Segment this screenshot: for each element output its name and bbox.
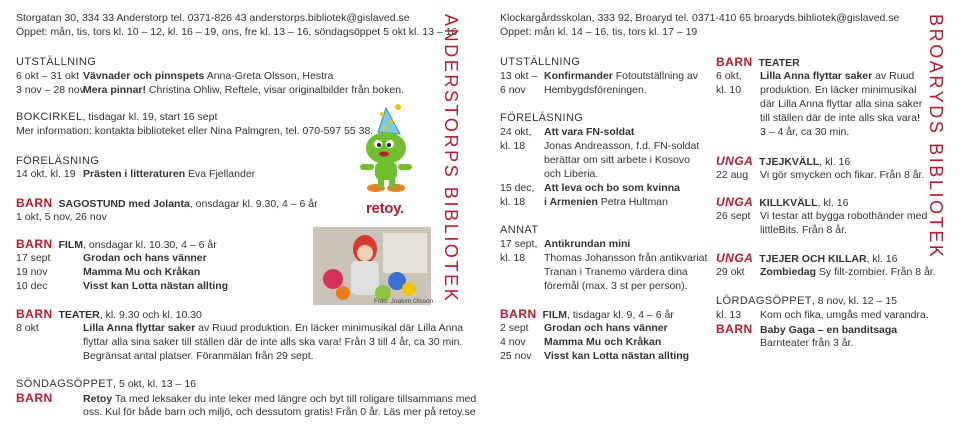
right-film-row: 25 nov Visst kan Lotta nästan allting [500, 350, 690, 362]
left-sagostund-dates: 1 okt, 5 nov, 26 nov [16, 211, 107, 223]
barn-label: BARN [16, 391, 53, 405]
right-utstallning-title: Konfirmander Fotoutställning av [544, 70, 699, 82]
right-forelasning-date: kl. 18 [500, 140, 526, 152]
left-vertical-title: ANDERSTORPS BIBLIOTEK [441, 14, 461, 304]
left-sondagsoppet-line: oss. Kul för både barn och miljö, och dessutom gratis! Från 0 år. Läs mer på retoy.se [83, 406, 476, 418]
left-utstallning-row-1: 6 okt – 31 okt Vävnader och pinnspets Anna-Greta Olsson, Hestra [16, 70, 334, 82]
barn-label: BARN [16, 237, 53, 251]
right-film: BARN FILM, tisdagar kl. 9, 4 – 6 år [500, 307, 674, 321]
right-lordagsoppet-row: kl. 13 Kom och fika, umgås med varandra. [716, 309, 929, 321]
right-teater-line: 3 – 4 år, ca 30 min. [760, 126, 850, 138]
left-film: BARN FILM, onsdagar kl. 10.30, 4 – 6 år [16, 237, 217, 251]
right-teater: BARN TEATER [716, 55, 800, 69]
right-tjejkvall-row: 22 aug Vi gör smycken och fikar. Från 8 år. [716, 169, 925, 181]
right-utstallning-line: Hembygdsföreningen. [544, 84, 647, 96]
right-killkvall: UNGA KILLKVÄLL, kl. 16 [716, 195, 849, 209]
right-forelasning-title: Att vara FN-soldat [544, 126, 635, 138]
right-lordagsoppet: LÖRDAGSÖPPET, 8 nov, kl. 12 – 15 [716, 295, 897, 307]
right-forelasning-line: Jonas Andreasson, f.d. FN-soldat [544, 140, 700, 152]
left-forelasning-row: 14 okt, kl. 19 Prästen i litteraturen Eva Fjellander [16, 168, 256, 180]
left-film-row: 17 sept Grodan och hans vänner [16, 252, 207, 264]
right-teater-title: Lilla Anna flyttar saker av Ruud [760, 70, 915, 82]
right-forelasning-title: i Armenien Petra Hultman [544, 196, 668, 208]
right-annat-line: Tranan i Tranemo värdera dina [544, 266, 688, 278]
left-hours: Öppet: mån, tis, tors kl. 10 – 12, kl. 16 – 19, ons, fre kl. 13 – 16, söndagsöppet 5 okt kl. 13 – 16 [16, 26, 458, 38]
right-forelasning-date: kl. 18 [500, 196, 526, 208]
left-address: Storgatan 30, 334 33 Anderstorp tel. 0371-826 43 anderstorps.bibliotek@gislaved.se [16, 12, 410, 24]
barn-label: BARN [500, 307, 537, 321]
barn-label: BARN [16, 196, 53, 210]
left-sondagsoppet-barn: BARN Retoy Ta med leksaker du inte leker med längre och byt till roligare tillsammans med [16, 391, 477, 405]
left-film-row: 19 nov Mamma Mu och Kråkan [16, 266, 201, 278]
right-annat-date: kl. 18 [500, 252, 526, 264]
right-annat-date: 17 sept, [500, 238, 538, 250]
right-killkvall-row: 26 sept Vi testar att bygga robothänder med [716, 210, 928, 222]
left-bokcirkel-info: Mer information: kontakta biblioteket eller Nina Palmgren, tel. 070-597 55 38. [16, 125, 374, 137]
retoy-logo: retoy. [366, 200, 404, 217]
right-film-row: 2 sept Grodan och hans vänner [500, 322, 668, 334]
right-teater-date: 6 okt, [716, 70, 742, 82]
unga-label: UNGA [716, 251, 754, 265]
right-lordagsoppet-line: Barnteater från 3 år. [760, 337, 854, 349]
right-forelasning-date: 15 dec, [500, 182, 535, 194]
left-teater-row: 8 okt Lilla Anna flyttar saker av Ruud produktion. En läcker minimusikal där Lilla Anna [16, 322, 464, 334]
right-hours: Öppet: mån kl. 14 – 16, tis, tors kl. 17 – 19 [500, 26, 698, 38]
right-utstallning-date: 13 okt – [500, 70, 538, 82]
right-forelasning-line: och Liberia. [544, 168, 599, 180]
right-lordagsoppet-barn: BARN Baby Gaga – en banditsaga [716, 322, 898, 336]
right-teater-line: där Lilla Anna flyttar alla sina saker [760, 98, 923, 110]
right-forelasning-line: berättar om sitt arbete i Kosovo [544, 154, 690, 166]
right-annat-line: föremål (max. 3 st per person). [544, 280, 688, 292]
left-utstallning-heading: UTSTÄLLNING [16, 56, 97, 68]
right-annat-heading: ANNAT [500, 224, 539, 236]
barn-label: BARN [716, 55, 753, 69]
right-annat-line: Thomas Johansson från antikvariat [544, 252, 708, 264]
right-tjejer-killar-row: 29 okt Zombiedag Sy filt-zombier. Från 8 år. [716, 266, 936, 278]
barn-label: BARN [716, 322, 753, 336]
left-sondagsoppet: SÖNDAGSÖPPET, 5 okt, kl. 13 – 16 [16, 378, 196, 390]
right-killkvall-line: littleBits. Från 8 år. [760, 224, 847, 236]
right-vertical-title: BROARYDS BIBLIOTEK [926, 14, 946, 260]
right-forelasning-heading: FÖRELÄSNING [500, 112, 584, 124]
right-annat-title: Antikrundan mini [544, 238, 631, 250]
right-forelasning-date: 24 okt, [500, 126, 532, 138]
right-utstallning-date: 6 nov [500, 84, 526, 96]
barn-label: BARN [16, 307, 53, 321]
photo [313, 227, 434, 305]
photo-credit: Foto: Joakim Olsson [374, 298, 434, 305]
right-tjejkvall: UNGA TJEJKVÄLL, kl. 16 [716, 154, 851, 168]
right-teater-line: till ställen där de inte alls ska vara! [760, 112, 920, 124]
right-utstallning-heading: UTSTÄLLNING [500, 56, 581, 68]
left-bokcirkel: BOKCIRKEL, tisdagar kl. 19, start 16 sept [16, 111, 218, 123]
left-film-row: 10 dec Visst kan Lotta nästan allting [16, 280, 229, 292]
left-teater-line: Begränsat antal platser. Föranmälan från 29 sept. [83, 350, 314, 362]
right-forelasning-title: Att leva och bo som kvinna [544, 182, 680, 194]
right-film-row: 4 nov Mamma Mu och Kråkan [500, 336, 662, 348]
left-utstallning-row-2: 3 nov – 28 novMera pinnar! Christina Ohliw, Reftele, visar originalbilder från boken. [16, 84, 404, 96]
photo-illustration [313, 227, 434, 305]
left-teater: BARN TEATER, kl. 9.30 och kl. 10.30 [16, 307, 202, 321]
unga-label: UNGA [716, 195, 754, 209]
unga-label: UNGA [716, 154, 754, 168]
right-address: Klockargårdsskolan, 333 92, Broaryd tel. 0371-410 65 broaryds.bibliotek@gislaved.se [500, 12, 900, 24]
right-teater-date: kl. 10 [716, 84, 742, 96]
left-teater-line: flyttar alla sina saker till ställen där de inte alls ska vara! Från 3 till 4 år, ca 30 min. [83, 336, 463, 348]
right-teater-line: produktion. En läcker minimusikal [760, 84, 917, 96]
left-sagostund: BARN SAGOSTUND med Jolanta, onsdagar kl. 9.30, 4 – 6 år [16, 196, 318, 210]
retoy-mascot-illustration [358, 104, 416, 196]
left-forelasning-heading: FÖRELÄSNING [16, 155, 100, 167]
right-tjejer-killar: UNGA TJEJER OCH KILLAR, kl. 16 [716, 251, 898, 265]
